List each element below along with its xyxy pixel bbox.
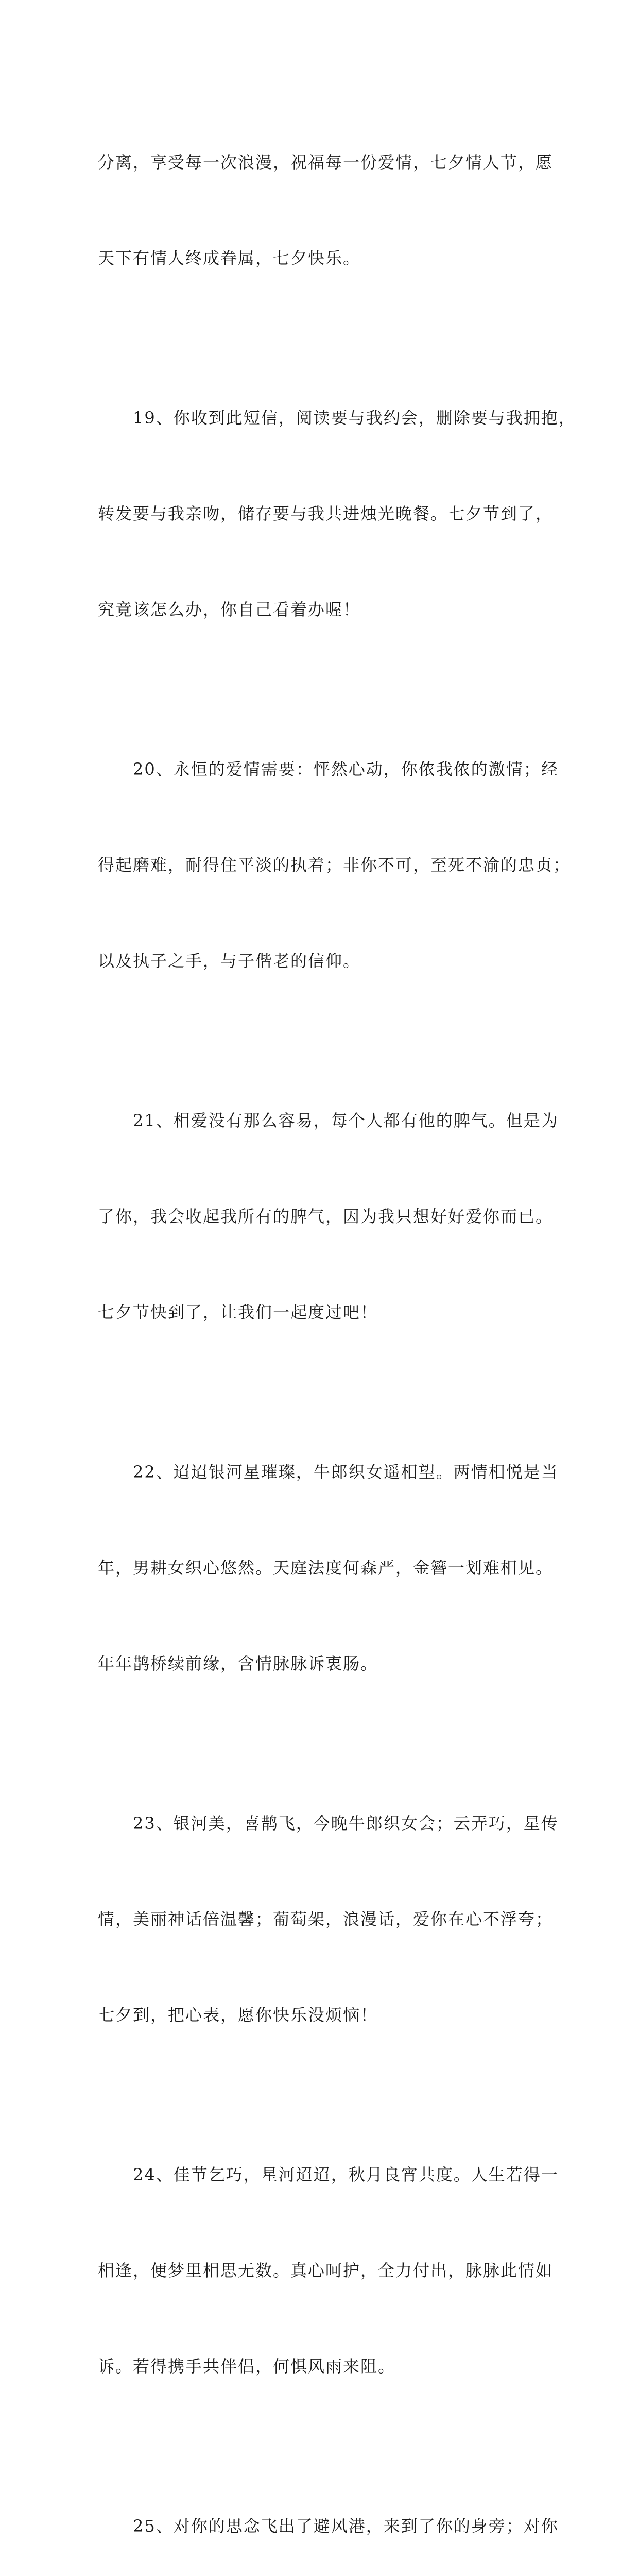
text-line: 分离，享受每一次浪漫，祝福每一份爱情，七夕情人节，愿	[98, 152, 554, 172]
paragraph-21	[98, 1041, 559, 1392]
document-body	[98, 82, 576, 2576]
paragraph-19	[98, 338, 576, 689]
text-line: 天下有情人终成眷属，七夕快乐。	[98, 248, 361, 268]
paragraph-22	[98, 1392, 559, 1743]
text-line: 相逢，便梦里相思无数。真心呵护，全力付出，脉脉此情如	[98, 2261, 554, 2280]
text-line: 19、你收到此短信，阅读要与我约会，删除要与我拥抱，	[133, 408, 576, 428]
text-line: 了你，我会收起我所有的脾气，因为我只想好好爱你而已。	[98, 1207, 554, 1226]
paragraph-20	[98, 689, 571, 1041]
paragraph-continuation	[98, 82, 554, 338]
text-line: 究竟该怎么办，你自己看着办喔！	[98, 600, 361, 619]
text-line: 七夕到，把心表，愿你快乐没烦恼！	[98, 2005, 378, 2025]
text-line: 23、银河美，喜鹊飞，今晚牛郎织女会；云弄巧，星传	[133, 1814, 559, 1833]
text-line: 20、永恒的爱情需要：怦然心动，你侬我侬的激情；经	[133, 759, 559, 779]
text-line: 21、相爱没有那么容易，每个人都有他的脾气。但是为	[133, 1111, 559, 1130]
text-line: 诉。若得携手共伴侣，何惧风雨来阻。	[98, 2357, 396, 2376]
text-line: 年年鹊桥续前缘，含情脉脉诉衷肠。	[98, 1654, 378, 1673]
text-line: 24、佳节乞巧，星河迢迢，秋月良宵共度。人生若得一	[133, 2165, 559, 2184]
paragraph-24	[98, 2095, 559, 2446]
text-line: 25、对你的思念飞出了避风港，来到了你的身旁；对你	[133, 2516, 559, 2536]
text-line: 转发要与我亲吻，储存要与我共进烛光晚餐。七夕节到了，	[98, 504, 554, 523]
text-line: 以及执子之手，与子偕老的信仰。	[98, 951, 361, 971]
text-line: 七夕节快到了，让我们一起度过吧！	[98, 1302, 378, 1322]
text-line: 情，美丽神话倍温馨；葡萄架，浪漫话，爱你在心不浮夸；	[98, 1909, 554, 1929]
text-line: 年，男耕女织心悠然。天庭法度何森严，金簪一划难相见。	[98, 1558, 554, 1578]
text-line: 22、迢迢银河星璀璨，牛郎织女遥相望。两情相悦是当	[133, 1462, 559, 1482]
paragraph-25	[98, 2446, 559, 2576]
text-line: 得起磨难，耐得住平淡的执着；非你不可，至死不渝的忠贞；	[98, 855, 571, 875]
paragraph-23	[98, 1743, 559, 2095]
